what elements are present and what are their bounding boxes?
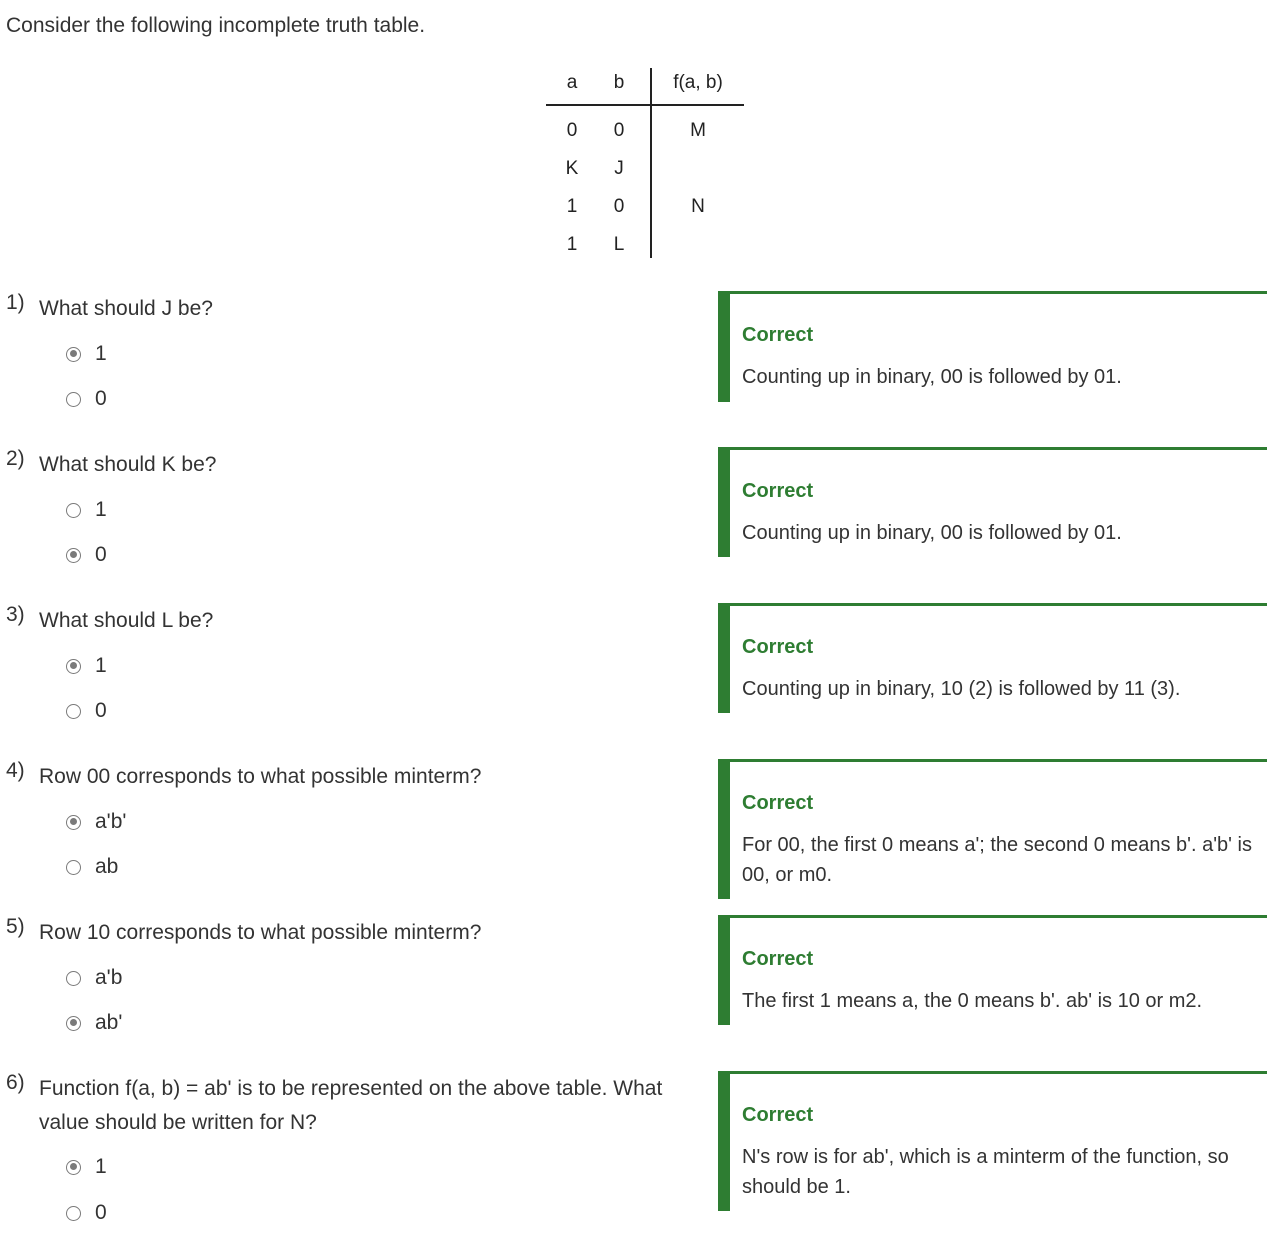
question-number: 3) — [6, 603, 25, 626]
question-6-option-2[interactable] — [66, 1200, 107, 1226]
question-text: What should J be? — [39, 297, 213, 320]
table-cell: J — [614, 158, 624, 179]
table-header-divider — [546, 104, 744, 106]
feedback-explanation: Counting up in binary, 00 is followed by 01. — [742, 522, 1122, 544]
radio-button[interactable] — [66, 860, 81, 875]
feedback-explanation: Counting up in binary, 00 is followed by 01. — [742, 366, 1122, 388]
intro-text: Consider the following incomplete truth table. — [6, 14, 426, 37]
table-cell: 0 — [566, 120, 578, 141]
question-number: 6) — [6, 1071, 25, 1094]
option-label: 1 — [95, 342, 107, 365]
question-4-option-2[interactable] — [66, 854, 118, 880]
feedback-status: Correct — [742, 324, 814, 346]
feedback-status: Correct — [742, 480, 814, 502]
question-text: Row 00 corresponds to what possible minterm? — [39, 765, 482, 788]
option-label: 0 — [95, 1201, 107, 1224]
option-label: 0 — [95, 387, 107, 410]
feedback-explanation: The first 1 means a, the 0 means b'. ab' is 10 or m2. — [742, 990, 1203, 1012]
radio-button[interactable] — [66, 1016, 81, 1031]
question-2-option-2[interactable] — [66, 542, 107, 568]
radio-button[interactable] — [66, 704, 81, 719]
feedback-explanation: N's row is for ab', which is a minterm of the function, so should be 1. — [742, 1146, 1229, 1198]
truth-table — [546, 68, 744, 258]
feedback-status: Correct — [742, 636, 814, 658]
question-3-option-2[interactable] — [66, 698, 107, 724]
option-label: 1 — [95, 498, 107, 521]
question-5-option-1[interactable] — [66, 965, 122, 991]
question-number: 5) — [6, 915, 25, 938]
option-label: a'b — [95, 966, 123, 989]
question-4-option-1[interactable] — [66, 809, 126, 835]
option-label: ab' — [95, 1011, 123, 1034]
option-label: 0 — [95, 543, 107, 566]
option-label: 0 — [95, 699, 107, 722]
question-6-option-1[interactable] — [66, 1154, 107, 1180]
option-label: a'b' — [95, 810, 127, 833]
radio-button[interactable] — [66, 548, 81, 563]
radio-button[interactable] — [66, 1206, 81, 1221]
option-label: 1 — [95, 1155, 107, 1178]
feedback-explanation: For 00, the first 0 means a'; the second 0 means b'. a'b' is 00, or m0. — [742, 834, 1252, 886]
feedback-status: Correct — [742, 792, 814, 814]
question-text: Row 10 corresponds to what possible minterm? — [39, 921, 482, 944]
table-cell: L — [613, 234, 625, 255]
table-header-f: f(a, b) — [673, 72, 723, 93]
option-label: ab — [95, 855, 119, 878]
feedback-panel-3 — [718, 603, 1267, 713]
radio-button[interactable] — [66, 971, 81, 986]
feedback-status: Correct — [742, 1104, 814, 1126]
question-1-option-1[interactable] — [66, 341, 107, 367]
feedback-panel-1 — [718, 291, 1267, 402]
option-label: 1 — [95, 654, 107, 677]
feedback-status: Correct — [742, 948, 814, 970]
radio-button[interactable] — [66, 392, 81, 407]
question-1-option-2[interactable] — [66, 386, 107, 412]
feedback-panel-6 — [718, 1071, 1267, 1211]
feedback-explanation: Counting up in binary, 10 (2) is followed by 11 (3). — [742, 678, 1181, 700]
feedback-panel-2 — [718, 447, 1267, 557]
question-2-option-1[interactable] — [66, 497, 107, 523]
radio-button[interactable] — [66, 815, 81, 830]
radio-button[interactable] — [66, 347, 81, 362]
radio-button[interactable] — [66, 659, 81, 674]
feedback-panel-5 — [718, 915, 1267, 1025]
question-text: What should L be? — [39, 609, 214, 632]
question-3-option-1[interactable] — [66, 653, 107, 679]
question-text: What should K be? — [39, 453, 217, 476]
table-header-b: b — [613, 72, 625, 93]
table-cell: 1 — [566, 196, 578, 217]
question-number: 4) — [6, 759, 25, 782]
radio-button[interactable] — [66, 503, 81, 518]
radio-button[interactable] — [66, 1160, 81, 1175]
table-cell: 0 — [613, 120, 625, 141]
table-cell: 1 — [566, 234, 578, 255]
table-cell: 0 — [613, 196, 625, 217]
question-5-option-2[interactable] — [66, 1010, 122, 1036]
table-cell: M — [690, 120, 706, 141]
table-vertical-divider — [650, 68, 652, 258]
table-cell: K — [565, 158, 579, 179]
table-cell: N — [691, 196, 705, 217]
question-number: 1) — [6, 291, 25, 314]
table-header-a: a — [566, 72, 578, 93]
question-number: 2) — [6, 447, 25, 470]
feedback-panel-4 — [718, 759, 1267, 899]
question-text: Function f(a, b) = ab' is to be represented on the above table. What value should be written for N? — [39, 1077, 663, 1134]
